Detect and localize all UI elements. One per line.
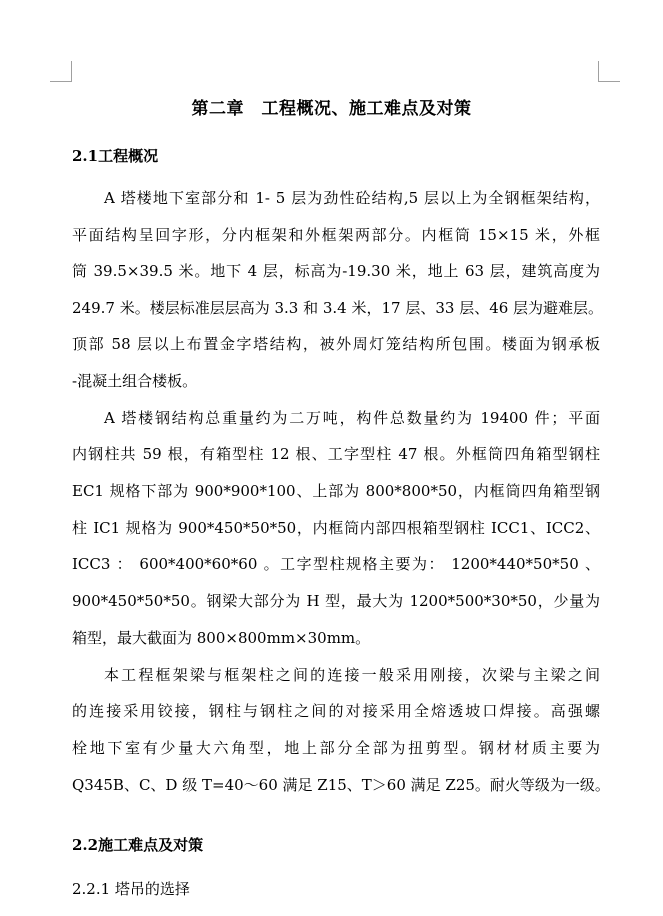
paragraph-3-line: 的连接采用铰接，钢柱与钢柱之间的对接采用全熔透坡口焊接。高强螺: [72, 702, 600, 720]
paragraph-3-line: 本工程框架梁与框架柱之间的连接一般采用刚接，次梁与主梁之间: [104, 666, 600, 684]
paragraph-1-line: 平面结构呈回字形，分内框架和外框架两部分。内框筒 15×15 米，外框: [72, 226, 600, 244]
paragraph-1-line: 筒 39.5×39.5 米。地下 4 层，标高为-19.30 米，地上 63 层，建筑高度为: [72, 262, 600, 280]
paragraph-1-line: -混凝土组合楼板。: [72, 372, 198, 390]
section-heading-2-2: 2.2施工难点及对策: [72, 836, 204, 854]
section-heading-2-1: 2.1工程概况: [72, 147, 159, 165]
page-corner-mark-top-left: [50, 61, 72, 82]
paragraph-1-line: 249.7 米。楼层标准层层高为 3.3 和 3.4 米，17 层、33 层、46 层为避难层。: [72, 299, 604, 317]
paragraph-2-line: EC1 规格下部为 900*900*100、上部为 800*800*50，内框筒四角箱型钢: [72, 482, 600, 500]
paragraph-2-line: ICC3 ： 600*400*60*60 。工字型柱规格主要为： 1200*440*50*50 、: [72, 555, 600, 573]
paragraph-2-line: 箱型，最大截面为 800×800mm×30mm。: [72, 629, 371, 647]
paragraph-1-line: 顶部 58 层以上布置金字塔结构，被外周灯笼结构所包围。楼面为钢承板: [72, 335, 600, 353]
paragraph-3-line: 栓地下室有少量大六角型，地上部分全部为扭剪型。钢材材质主要为: [72, 739, 600, 757]
paragraph-1-line: A 塔楼地下室部分和 1- 5 层为劲性砼结构,5 层以上为全钢框架结构，: [104, 189, 600, 207]
paragraph-2-line: 内钢柱共 59 根，有箱型柱 12 根、工字型柱 47 根。外框筒四角箱型钢柱: [72, 445, 600, 463]
paragraph-2-line: 900*450*50*50。钢梁大部分为 H 型，最大为 1200*500*30*50，少量为: [72, 592, 600, 610]
chapter-title: 第二章 工程概况、施工难点及对策: [191, 99, 472, 119]
paragraph-2-line: 柱 IC1 规格为 900*450*50*50，内框筒内部四根箱型钢柱 ICC1、ICC2、: [72, 519, 600, 537]
paragraph-2-line: A 塔楼钢结构总重量约为二万吨，构件总数量约为 19400 件；平面: [104, 409, 600, 427]
page-corner-mark-top-right: [598, 61, 620, 82]
paragraph-3-line: Q345B、C、D 级 T=40～60 满足 Z15、T＞60 满足 Z25。耐火等级为一级。: [72, 776, 610, 794]
subsection-heading-2-2-1: 2.2.1 塔吊的选择: [72, 880, 190, 898]
